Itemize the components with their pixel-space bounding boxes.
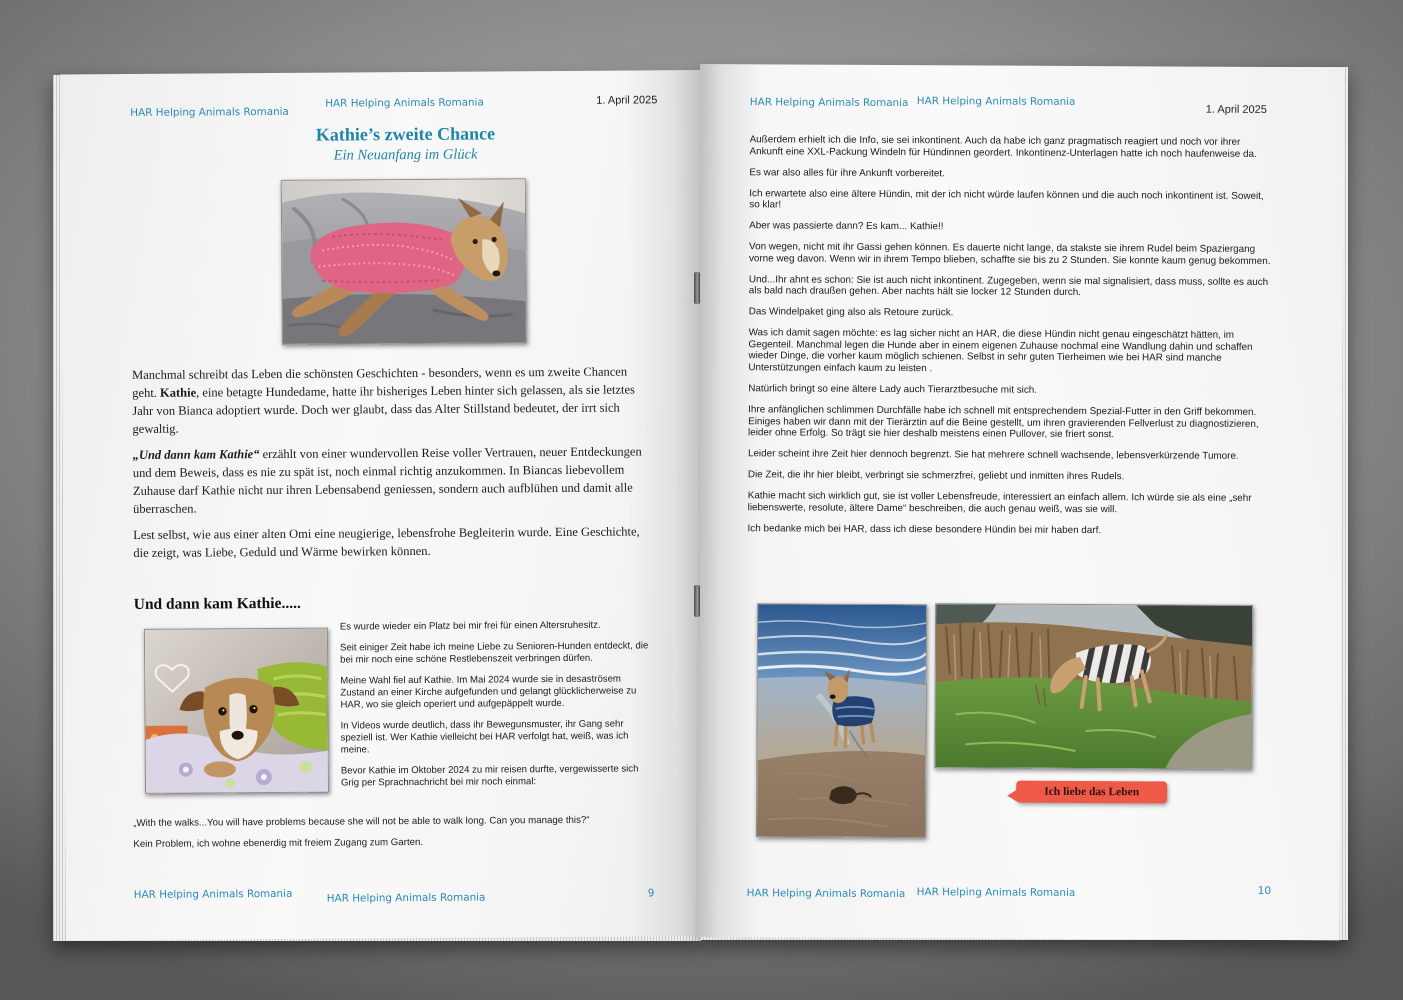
body-paragraph: Und...Ihr ahnt es schon: Sie ist auch nicht inkontinent. Zugegeben, wenn sie mal signalisiert, dass muss, sollte es auch als bald nach draußen gehen. Aber nachts hält sie locker 12 Stunden durch. bbox=[748, 273, 1269, 299]
header-brand-left: HAR Helping Animals Romania bbox=[130, 105, 289, 119]
intro-paragraph bbox=[132, 362, 654, 438]
intro-text-run: erzählt von einer wundervollen Reise voller Vertrauen, neuer Entdeckungen und dem Beweis, dass es nie zu spät ist, noch einmal richtig anzukommen. In Biancas liebevollem Zuhause darf Kathie nicht nur ihren Lebensabend geniessen, sondern auch aufblühen und damit alle überraschen. bbox=[132, 444, 642, 516]
quote-line: „With the walks...You will have problems because she will not be able to walk long. Can you manage this?“ bbox=[133, 814, 590, 829]
dog-pink-sweater-illustration bbox=[282, 179, 526, 344]
photo-dog-grass bbox=[934, 603, 1253, 770]
callout-bubble: Ich liebe das Leben bbox=[1016, 781, 1167, 804]
article-title: Kathie’s zweite Chance bbox=[315, 123, 496, 145]
story-paragraph: In Videos wurde deutlich, dass ihr Bewegunsmuster, ihr Gang sehr speziell ist. Wer Kathie vielleicht bei HAR verfolgt hat, weiß, was ich meine. bbox=[340, 718, 629, 756]
header-date: 1. April 2025 bbox=[596, 94, 658, 107]
binding-staple bbox=[694, 272, 700, 304]
header-brand-center: HAR Helping Animals Romania bbox=[325, 96, 484, 110]
intro-text-run: , eine betagte Hundedame, hatte ihr bisheriges Leben hinter sich gelassen, als sie letztes Jahr von Bianca adoptiert wurde. Doch wer glaubt, dass das Alter Stillstand bedeutet, der irrt sich gewaltig. bbox=[132, 382, 635, 436]
photo-dog-closeup bbox=[144, 628, 329, 794]
intro-paragraph: Lest selbst, wie aus einer alten Omi eine neugierige, lebensfrohe Begleiterin wurde. Eine Geschichte, die zeigt, was Liebe, Geduld und Wärme bewirken können. bbox=[133, 524, 640, 560]
photo-dog-beach bbox=[756, 603, 927, 838]
dog-grass-illustration bbox=[935, 604, 1252, 769]
body-paragraph: Die Zeit, die ihr hier bleibt, verbringt sie schmerzfrei, geliebt und inmitten ihres Rudels. bbox=[747, 469, 1125, 483]
section-heading: Und dann kam Kathie..... bbox=[133, 594, 301, 613]
header-brand-left: HAR Helping Animals Romania bbox=[749, 96, 909, 110]
footer-brand-left: HAR Helping Animals Romania bbox=[133, 887, 293, 901]
intro-bold-name: Kathie bbox=[159, 385, 197, 400]
intro-text-run: Manchmal schreibt das Leben die schönsten Geschichten - besonders, wenn es um zweite Chancen geht. bbox=[132, 364, 628, 400]
footer-brand-center: HAR Helping Animals Romania bbox=[916, 886, 1076, 899]
body-paragraph: Natürlich bringt so eine ältere Lady auch Tierarztbesuche mit sich. bbox=[748, 383, 1038, 396]
intro-paragraph bbox=[133, 442, 655, 518]
dog-closeup-illustration bbox=[145, 629, 328, 793]
body-paragraph: Ich erwartete also eine ältere Hündin, mit der ich nicht würde laufen können und die auch noch inkontinent ist. Soweit, so klar! bbox=[749, 187, 1264, 211]
intro-text bbox=[132, 362, 655, 570]
story-paragraph: Meine Wahl fiel auf Kathie. Im Mai 2024 wurde sie in desaströsem Zustand an einer Kirche aufgefunden und gelangt glücklicherweise zu HAR, wo sie gleich operiert und aufgepäppelt wurde. bbox=[340, 673, 637, 711]
story-paragraph: Es wurde wieder ein Platz bei mir frei für einen Altersruhesitz. bbox=[339, 619, 601, 633]
footer-brand-left: HAR Helping Animals Romania bbox=[746, 887, 906, 901]
binding-staple bbox=[694, 585, 700, 617]
story-paragraph: Seit einiger Zeit habe ich meine Liebe zu Senioren-Hunden entdeckt, die bei mir noch eine schöne Restlebenszeit verbringen dürfen. bbox=[339, 640, 649, 666]
right-page bbox=[695, 64, 1344, 940]
body-paragraph: Es war also alles für ihre Ankunft vorbereitet. bbox=[749, 166, 945, 179]
reply-line: Kein Problem, ich wohne ebenerdig mit freiem Zugang zum Garten. bbox=[133, 836, 424, 850]
story-text bbox=[340, 619, 657, 798]
body-text bbox=[747, 134, 1273, 599]
article-subtitle: Ein Neuanfang im Glück bbox=[333, 146, 478, 164]
story-paragraph: Bevor Kathie im Oktober 2024 zu mir reisen durfte, vergewisserte sich Grig per Sprachnachricht bei mir noch einmal: bbox=[340, 763, 639, 789]
body-paragraph: Leider scheint ihre Zeit hier dennoch begrenzt. Sie hat mehrere schnell wachsende, lebensverkürzende Tumore. bbox=[747, 448, 1239, 463]
body-paragraph: Das Windelpaket ging also als Retoure zurück. bbox=[748, 306, 954, 319]
body-paragraph: Ihre anfänglichen schlimmen Durchfälle habe ich schnell mit entsprechendem Spezial-Futter in den Griff bekommen. Einiges haben wir dann mit der Tierärztin auf die Beine gestellt, um ihren gravierenden Fellverlust zu diagnostizieren, leider ohne Erfolg. So trägt sie hier deshalb meistens einen Pullover, sie friert sonst. bbox=[748, 404, 1259, 441]
header-brand-center: HAR Helping Animals Romania bbox=[916, 95, 1076, 108]
intro-bold-title-quote: „Und dann kam Kathie“ bbox=[132, 447, 260, 462]
body-paragraph: Von wegen, nicht mit ihr Gassi gehen können. Es dauerte nicht lange, da stakste sie ihrem Rudel beim Spaziergang vorne weg davon. Wenn wir in ihrem Tempo blieben, schaffte sie bis zu 2 Stunden. Sie konnte kaum genug bekommen. bbox=[748, 241, 1271, 267]
photo-dog-pink-sweater bbox=[281, 178, 527, 345]
body-paragraph: Außerdem erhielt ich die Info, sie sei inkontinent. Auch da habe ich ganz pragmatisch reagiert und noch vor ihrer Ankunft eine XXL-Packung Windeln für Hündinnen geordert. Inkontinenz-Unterlagen hatte ich noch haufenweise da. bbox=[749, 134, 1257, 160]
page-number: 10 bbox=[1257, 884, 1272, 898]
dog-beach-illustration bbox=[757, 604, 926, 837]
left-page bbox=[60, 70, 706, 940]
header-date: 1. April 2025 bbox=[1205, 103, 1267, 116]
page-number: 9 bbox=[647, 887, 655, 900]
footer-brand-center: HAR Helping Animals Romania bbox=[326, 891, 486, 905]
body-paragraph: Was ich damit sagen möchte: es lag sicher nicht an HAR, die diese Hündin nicht genau eingeschätzt hätten, im Gegenteil. Manchmal legen die Hunde aber in einem eigenen Zuhause nochmal eine Wandlung dahin und schaffen wieder Dinge, die vorher kaum möglich schienen. Selbst in sehr guten Tierheimen wie bei HAR sind manche Unterstützungen einfach kaum zu leisten . bbox=[748, 327, 1253, 375]
body-paragraph: Ich bedanke mich bei HAR, dass ich diese besondere Hündin bei mir haben darf. bbox=[747, 522, 1102, 536]
body-paragraph: Aber was passierte dann? Es kam... Kathie!! bbox=[749, 220, 944, 233]
body-paragraph: Kathie macht sich wirklich gut, sie ist voller Lebensfreude, interessiert an einfach allem. Ich würde sie als eine „sehr liebenswerte, resolute, ältere Dame“ beschreiben, die auch genau weiß, was sie will. bbox=[747, 490, 1252, 515]
